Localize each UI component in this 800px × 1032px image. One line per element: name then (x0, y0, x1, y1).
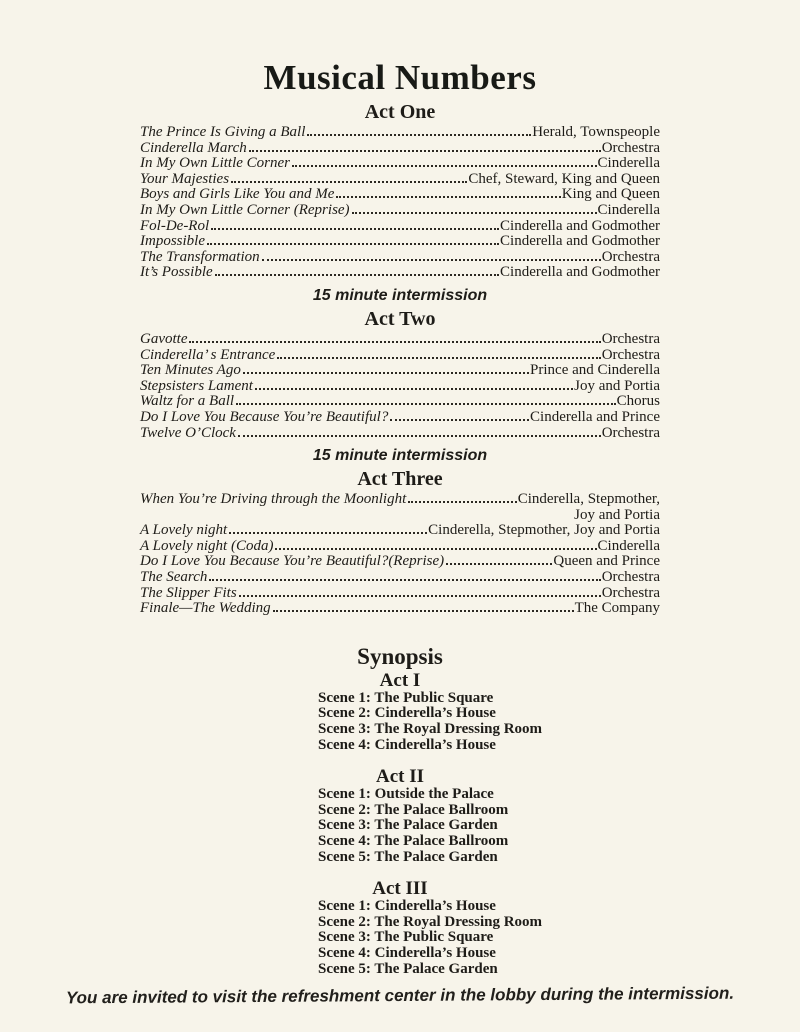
song-performers: Orchestra (601, 139, 660, 156)
scene-line: Scene 3: The Palace Garden (318, 817, 498, 834)
act-one-song-list (140, 125, 660, 281)
song-performers: Cinderella, Stepmother, (517, 491, 660, 508)
dot-leader (277, 357, 600, 359)
song-row (140, 554, 660, 570)
song-performers-line2: Joy and Portia (574, 506, 660, 523)
song-row (140, 187, 660, 203)
scene-line: Scene 3: The Public Square (318, 929, 494, 946)
song-title: Cinderella March (140, 139, 247, 156)
song-title: Fol-De-Rol (140, 217, 210, 234)
song-title: When You’re Driving through the Moonlight (140, 491, 407, 508)
song-title: Stepsisters Lament (140, 377, 253, 394)
scene-line: Scene 3: The Royal Dressing Room (318, 721, 543, 738)
act-two-song-list (140, 332, 660, 441)
page-title: Musical Numbers (263, 58, 537, 97)
song-row (140, 265, 660, 281)
song-performers: Orchestra (601, 584, 660, 601)
synopsis-act-1-heading: Act I (379, 669, 421, 691)
dot-leader (336, 196, 560, 198)
song-row (140, 156, 660, 172)
scene-line: Scene 1: The Public Square (318, 689, 494, 706)
song-performers: Herald, Townspeople (532, 124, 660, 140)
dot-leader (390, 419, 529, 421)
scene-line: Scene 4: Cinderella’s House (318, 736, 496, 753)
dot-leader (215, 274, 499, 276)
song-title: The Transformation (140, 248, 260, 265)
song-performers: Cinderella (597, 201, 660, 218)
song-performers: Orchestra (601, 424, 660, 441)
song-title: Twelve O’Clock (140, 424, 236, 441)
synopsis-act-2-heading: Act II (375, 766, 425, 788)
song-title: Gavotte (140, 330, 188, 347)
song-performers: Cinderella and Godmother (500, 264, 660, 281)
song-performers: Cinderella and Prince (530, 408, 660, 425)
song-row (140, 379, 660, 395)
song-row (140, 523, 660, 539)
scene-line: Scene 5: The Palace Garden (318, 960, 498, 977)
song-title: The Slipper Fits (140, 584, 237, 601)
act-three-heading: Act Three (357, 468, 443, 491)
dot-leader (211, 228, 499, 230)
song-title: It’s Possible (140, 264, 213, 281)
song-performers: Cinderella and Godmother (500, 217, 660, 234)
song-title: Do I Love You Because You’re Beautiful?(Reprise) (140, 553, 445, 570)
song-row (140, 234, 660, 250)
dot-leader (238, 435, 601, 437)
song-row-continuation (140, 508, 660, 524)
song-title: Boys and Girls Like You and Me (140, 186, 335, 203)
song-row (140, 172, 660, 188)
song-title: Finale—The Wedding (140, 600, 271, 617)
song-title: Ten Minutes Ago (140, 362, 241, 379)
song-title: Impossible (140, 233, 205, 250)
song-performers: Cinderella and Godmother (500, 233, 660, 250)
intermission-note: 15 minute intermission (312, 286, 488, 304)
song-row (140, 250, 660, 266)
song-performers: Orchestra (601, 346, 660, 363)
act-one-heading: Act One (364, 101, 436, 123)
song-row (140, 539, 660, 555)
intermission-note: 15 minute intermission (312, 447, 488, 465)
song-performers: Cinderella (597, 537, 660, 554)
song-performers: Chef, Steward, King and Queen (468, 170, 660, 187)
song-performers: Joy and Portia (574, 377, 660, 394)
song-performers: Chorus (616, 393, 660, 410)
dot-leader (239, 595, 601, 597)
scene-line: Scene 1: Outside the Palace (318, 786, 494, 803)
song-row (140, 141, 660, 157)
synopsis-section (0, 644, 800, 977)
song-row (140, 219, 660, 235)
song-row (140, 363, 660, 379)
dot-leader (408, 501, 516, 503)
scene-line: Scene 4: Cinderella’s House (318, 944, 496, 961)
dot-leader (292, 165, 597, 167)
synopsis-title: Synopsis (357, 643, 443, 669)
dot-leader (275, 548, 596, 550)
song-title: In My Own Little Corner (Reprise) (140, 201, 350, 218)
song-performers: Orchestra (601, 330, 660, 347)
dot-leader (243, 372, 529, 374)
song-row (140, 426, 660, 442)
dot-leader (209, 579, 600, 581)
song-row (140, 601, 660, 617)
synopsis-act-2-scenes (318, 787, 800, 865)
dot-leader (255, 388, 573, 390)
scene-line: Scene 1: Cinderella’s House (318, 898, 496, 915)
dot-leader (207, 243, 499, 245)
dot-leader (231, 181, 467, 183)
song-row (140, 203, 660, 219)
song-performers: Prince and Cinderella (530, 362, 660, 379)
synopsis-act-3-scenes (318, 899, 800, 977)
song-title: A Lovely night (140, 522, 228, 539)
song-performers: Queen and Prince (553, 553, 660, 570)
song-title: The Search (140, 569, 208, 586)
dot-leader (236, 403, 616, 405)
song-title: Do I Love You Because You’re Beautiful? (140, 408, 389, 425)
song-performers: Orchestra (601, 248, 660, 265)
song-performers: The Company (574, 600, 660, 617)
song-title: Cinderella’ s Entrance (140, 346, 276, 363)
scene-line: Scene 2: The Palace Ballroom (318, 801, 509, 818)
synopsis-act-1-scenes (318, 691, 800, 753)
act-two-heading: Act Two (364, 307, 436, 330)
song-performers: Orchestra (601, 569, 660, 586)
scene-line: Scene 2: Cinderella’s House (318, 705, 496, 722)
song-performers: Cinderella (597, 155, 660, 172)
song-row (140, 348, 660, 364)
dot-leader (352, 212, 597, 214)
song-row (140, 125, 660, 141)
dot-leader (229, 532, 427, 534)
song-title: The Prince Is Giving a Ball (140, 124, 306, 140)
song-performers: Cinderella, Stepmother, Joy and Portia (428, 522, 660, 539)
act-three-song-list (140, 492, 660, 617)
dot-leader (273, 610, 574, 612)
song-row (140, 332, 660, 348)
dot-leader (262, 259, 601, 261)
song-title: A Lovely night (Coda) (140, 537, 274, 554)
song-row (140, 570, 660, 586)
synopsis-act-3-heading: Act III (372, 878, 428, 900)
song-row (140, 492, 660, 508)
dot-leader (189, 341, 600, 343)
dot-leader (249, 150, 601, 152)
song-title: Your Majesties (140, 170, 230, 187)
song-title: Waltz for a Ball (140, 393, 235, 410)
dot-leader (446, 563, 552, 565)
song-row (140, 394, 660, 410)
song-title: In My Own Little Corner (140, 155, 290, 172)
scene-line: Scene 5: The Palace Garden (318, 848, 498, 865)
footer-note: You are invited to visit the refreshment center in the lobby during the intermission. (65, 983, 735, 1008)
song-row (140, 410, 660, 426)
scene-line: Scene 2: The Royal Dressing Room (318, 913, 543, 930)
scene-line: Scene 4: The Palace Ballroom (318, 833, 509, 849)
song-row (140, 586, 660, 602)
dot-leader (307, 134, 531, 136)
song-performers: King and Queen (561, 186, 660, 203)
